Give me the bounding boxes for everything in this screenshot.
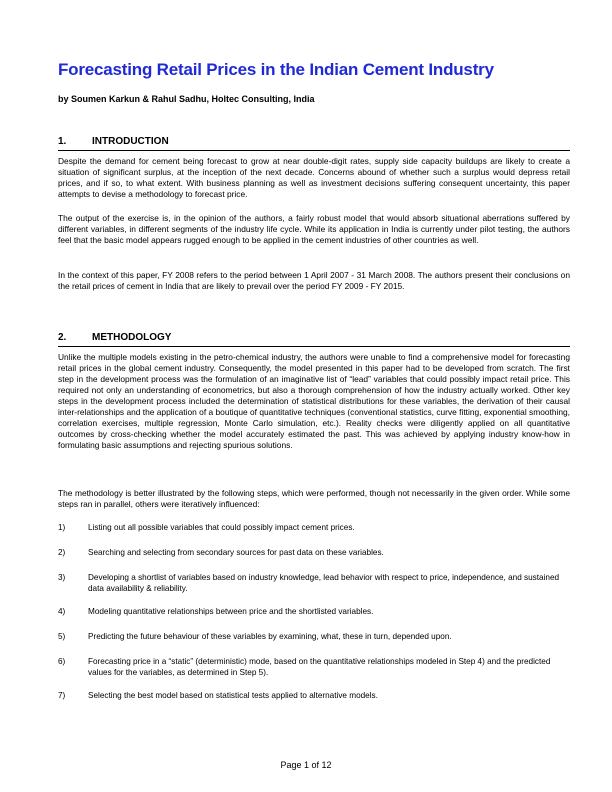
step-number: 5) xyxy=(58,632,66,641)
step-text: Modeling quantitative relationships between price and the shortlisted variables. xyxy=(88,607,374,616)
section-title: INTRODUCTION xyxy=(92,136,169,147)
paper-title: Forecasting Retail Prices in the Indian Cement Industry xyxy=(58,60,494,79)
step-text: Developing a shortlist of variables based on industry knowledge, lead behavior with respect to price, independence, and sustained data availability & reliability. xyxy=(88,573,560,593)
step-text: Searching and selecting from secondary sources for past data on these variables. xyxy=(88,548,384,557)
methodology-paragraph-1: Unlike the multiple models existing in the petro-chemical industry, the authors were unable to find a comprehensive model for forecasting retail prices in the global cement industry. Consequently, the model presented in this paper had to be developed from scratch. The first step in the development process was the formulation of an imaginative list of “lead” variables that could possibly impact retail price. This required not only an understanding of econometrics, but also a thorough comprehension of how the industry actually worked. Other key steps in the development process included the determination of statistical distributions for these variables, the derivation of their causal inter-relationships and the application of a boutique of quantitative techniques (conventional statistics, curve fitting, exponential smoothing, correlation exercises, multiple regression, Monte Carlo simulation, etc.). Reality checks were diligently applied on all quantitative outcomes by cross-checking whether the model accurately estimated the past. This was achieved by applying industry know-how in formulating basic assumptions and rejecting spurious solutions. xyxy=(58,352,570,450)
section-number: 1. xyxy=(58,136,67,147)
step-number: 1) xyxy=(58,523,66,532)
section-heading-methodology xyxy=(58,332,570,347)
intro-paragraph-1: Despite the demand for cement being forecast to grow at near double-digit rates, supply side capacity buildups are likely to create a situation of significant surplus, at the inception of the next decade. Concerns abound of whether such a surplus would depress retail prices, and if so, to what extent. With business planning as well as investment decisions suffering consequent uncertainty, this paper attempts to devise a methodology to forecast price. xyxy=(58,156,570,199)
step-number: 6) xyxy=(58,657,66,666)
intro-paragraph-3: In the context of this paper, FY 2008 refers to the period between 1 April 2007 - 31 March 2008. The authors present their conclusions on the retail prices of cement in India that are likely to prevail over the period FY 2009 - FY 2015. xyxy=(58,270,570,291)
step-text: Listing out all possible variables that could possibly impact cement prices. xyxy=(88,523,355,532)
step-text: Selecting the best model based on statistical tests applied to alternative models. xyxy=(88,691,378,700)
step-text: Predicting the future behaviour of these variables by examining, what, these in turn, depended upon. xyxy=(88,632,452,641)
step-number: 4) xyxy=(58,607,66,616)
step-number: 7) xyxy=(58,691,66,700)
intro-paragraph-2: The output of the exercise is, in the opinion of the authors, a fairly robust model that would absorb situational aberrations suffered by different variables, in different segments of the industry life cycle. While its application in India is currently under pilot testing, the authors feel that the basic model appears rugged enough to be applied in the cement industries of other countries as well. xyxy=(58,213,570,245)
section-heading-introduction xyxy=(58,136,570,151)
step-number: 3) xyxy=(58,573,66,582)
section-number: 2. xyxy=(58,332,67,343)
step-text: Forecasting price in a “static” (deterministic) mode, based on the quantitative relationships modeled in Step 4) and the predicted values for the variables, as determined in Step 5). xyxy=(88,657,551,677)
methodology-paragraph-2: The methodology is better illustrated by the following steps, which were performed, though not necessarily in the given order. While some steps ran in parallel, others were iteratively influenced: xyxy=(58,488,570,509)
page-number: Page 1 of 12 xyxy=(280,760,332,770)
section-title: METHODOLOGY xyxy=(92,332,172,343)
author-line: by Soumen Karkun & Rahul Sadhu, Holtec Consulting, India xyxy=(58,94,315,104)
step-number: 2) xyxy=(58,548,66,557)
